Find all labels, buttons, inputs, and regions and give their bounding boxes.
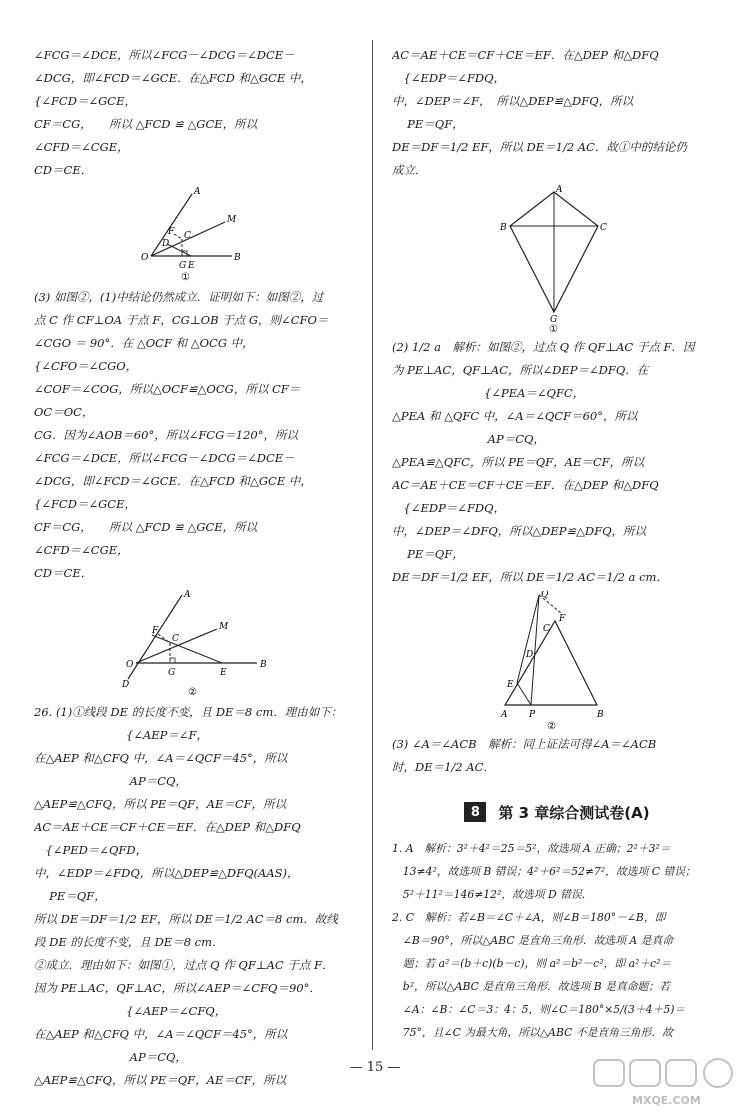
text-line: AP＝CQ，	[34, 1050, 187, 1064]
svg-text:P: P	[529, 710, 536, 720]
svg-text:F: F	[168, 227, 175, 237]
text-line: 5²＋11²＝146≠12²，故选项 D 错误．	[392, 888, 593, 901]
text-line: AP＝CQ，	[392, 432, 545, 446]
text-line: (3) 如图②，(1)中结论仍然成立．证明如下：如图②，过	[34, 290, 324, 304]
text-line: ∠CFD＝∠CGE，	[34, 543, 129, 557]
svg-text:D: D	[526, 650, 534, 660]
text-line: 题；若 a²＝(b＋c)(b－c)，则 a²＝b²－c²，即 a²＋c²＝	[392, 957, 672, 970]
text-line: PE＝QF，	[34, 889, 106, 903]
figure-1-label: ①	[181, 272, 190, 283]
text-line: 2. C 解析：若∠B＝∠C＋∠A，则∠B＝180°－∠B，即	[392, 911, 666, 924]
text-line: OC＝OC，	[34, 405, 94, 419]
text-line: {∠PED＝∠QFD，	[34, 843, 148, 857]
figure-2-label: ②	[188, 687, 197, 698]
svg-text:F: F	[152, 626, 159, 636]
left-lines-c	[34, 701, 360, 1092]
text-line: 时，DE＝1/2 AC．	[392, 760, 495, 774]
text-line: ∠B＝90°，所以△ABC 是直角三角形．故选项 A 是真命	[392, 934, 674, 947]
text-line: △AEP≌△CFQ，所以 PE＝QF，AE＝CF，所以	[34, 797, 287, 811]
text-line: 段 DE 的长度不变，且 DE＝8 cm．	[34, 935, 224, 949]
watermark-logo	[592, 1054, 742, 1110]
svg-text:A: A	[501, 710, 508, 720]
text-line: ②成立．理由如下：如图①，过点 Q 作 QF⊥AC 于点 F．	[34, 958, 334, 972]
text-line: {∠FCD＝∠GCE，	[34, 94, 136, 108]
text-line: 在△AEP 和△CFQ 中，∠A＝∠QCF＝45°，所以	[34, 751, 288, 765]
right-lines-d	[392, 837, 722, 1044]
svg-text:C: C	[600, 223, 607, 233]
text-line: 中，∠EDP＝∠FDQ，所以△DEP≌△DFQ(AAS)，	[34, 866, 299, 880]
svg-text:G: G	[168, 668, 176, 678]
svg-text:O: O	[141, 253, 149, 263]
text-line: 点 C 作 CF⊥OA 于点 F，CG⊥OB 于点 G，则∠CFO＝	[34, 313, 329, 327]
svg-text:E: E	[188, 261, 195, 271]
text-line: 为 PE⊥AC，QF⊥AC，所以∠DEP＝∠DFQ．在	[392, 363, 649, 377]
text-line: AP＝CQ，	[34, 774, 187, 788]
text-line: CG．因为∠AOB＝60°，所以∠FCG＝120°，所以	[34, 428, 298, 442]
text-line: ∠COF＝∠COG，所以△OCF≌△OCG，所以 CF＝	[34, 382, 301, 396]
section-header	[392, 799, 722, 825]
text-line: ∠A：∠B：∠C＝3：4：5，则∠C＝180°×5/(3＋4＋5)＝	[392, 1003, 686, 1016]
text-line: DE＝DF＝1/2 EF，所以 DE＝1/2 AC＝1/2 a cm．	[392, 570, 668, 584]
svg-text:B: B	[500, 223, 507, 233]
text-line: 成立．	[392, 163, 427, 177]
svg-text:E: E	[220, 668, 227, 678]
svg-text:M: M	[227, 215, 237, 225]
text-line: {∠AEP＝∠F，	[34, 728, 209, 742]
svg-text:Q: Q	[541, 591, 549, 600]
svg-text:A: A	[194, 187, 201, 197]
svg-text:F: F	[559, 614, 566, 624]
watermark-text: MXQE.COM	[632, 1094, 701, 1107]
figure-1-label: ①	[549, 324, 558, 334]
svg-text:C: C	[172, 634, 179, 644]
text-line: {∠AEP＝∠CFQ，	[34, 1004, 227, 1018]
svg-text:G: G	[179, 261, 187, 271]
svg-text:G: G	[550, 315, 558, 325]
text-line: ∠CFD＝∠CGE，	[34, 140, 129, 154]
text-line: {∠CFO＝∠CGO，	[34, 359, 138, 373]
text-line: △PEA≌△QFC，所以 PE＝QF，AE＝CF，所以	[392, 455, 645, 469]
column-divider	[372, 40, 373, 1050]
text-line: △PEA 和 △QFC 中，∠A＝∠QCF＝60°，所以	[392, 409, 638, 423]
text-line: AC＝AE＋CE＝CF＋CE＝EF．在△DEP 和△DFQ	[392, 478, 659, 492]
text-line: 所以 DE＝DF＝1/2 EF，所以 DE＝1/2 AC＝8 cm．故线	[34, 912, 338, 926]
text-line: CF＝CG， 所以 △FCD ≌ △GCE，所以	[34, 117, 258, 131]
text-line: 在△AEP 和△CFQ 中，∠A＝∠QCF＝45°，所以	[34, 1027, 288, 1041]
right-column	[392, 44, 722, 1044]
text-line: PE＝QF，	[392, 117, 464, 131]
svg-text:C: C	[184, 231, 191, 241]
geometry-figure-2	[122, 587, 272, 699]
section-title: 第 3 章综合测试卷(A)	[498, 803, 650, 822]
text-line: ∠FCG＝∠DCE，所以∠FCG－∠DCG＝∠DCE－	[34, 451, 295, 465]
left-lines-a	[34, 44, 360, 182]
text-line: (2) 1/2 a 解析：如图②，过点 Q 作 QF⊥AC 于点 F．因	[392, 340, 695, 354]
svg-text:M: M	[219, 622, 229, 632]
kite-figure-1	[492, 184, 622, 334]
text-line: ∠FCG＝∠DCE，所以∠FCG－∠DCG＝∠DCE－	[34, 48, 295, 62]
figure-2-label: ②	[547, 721, 556, 731]
text-line: (3) ∠A＝∠ACB 解析：同上证法可得∠A＝∠ACB	[392, 737, 657, 751]
text-line: {∠EDP＝∠FDQ，	[392, 71, 506, 85]
svg-text:A: A	[184, 590, 191, 600]
text-line: {∠EDP＝∠FDQ，	[392, 501, 506, 515]
text-line: ∠DCG，即∠FCD＝∠GCE．在△FCD 和△GCE 中，	[34, 474, 312, 488]
right-lines-c	[392, 733, 722, 779]
svg-text:O: O	[126, 660, 134, 670]
left-lines-b	[34, 286, 360, 585]
text-line: 因为 PE⊥AC，QF⊥AC，所以∠AEP＝∠CFQ＝90°．	[34, 981, 321, 995]
svg-text:D: D	[162, 239, 170, 249]
text-line: CD＝CE．	[34, 163, 93, 177]
text-line: ∠DCG，即∠FCD＝∠GCE．在△FCD 和△GCE 中，	[34, 71, 312, 85]
text-line: {∠FCD＝∠GCE，	[34, 497, 136, 511]
svg-text:B: B	[260, 660, 267, 670]
text-line: 26. (1)①线段 DE 的长度不变，且 DE＝8 cm．理由如下：	[34, 705, 343, 719]
svg-text:A: A	[556, 185, 563, 195]
svg-text:B: B	[234, 253, 241, 263]
svg-text:D: D	[122, 680, 130, 690]
text-line: b²，所以△ABC 是直角三角形．故选项 B 是真命题；若	[392, 980, 670, 993]
svg-text:E: E	[507, 680, 514, 690]
svg-text:C: C	[543, 624, 550, 634]
section-badge: 8	[464, 802, 486, 822]
triangle-figure-2	[497, 591, 617, 731]
text-line: 中，∠DEP＝∠F， 所以△DEP≌△DFQ，所以	[392, 94, 634, 108]
text-line: PE＝QF，	[392, 547, 464, 561]
right-lines-a	[392, 44, 722, 182]
text-line: DE＝DF＝1/2 EF，所以 DE＝1/2 AC．故①中的结论仍	[392, 140, 687, 154]
left-column	[34, 44, 360, 1092]
page-number: — 15 —	[349, 1060, 401, 1075]
text-line: AC＝AE＋CE＝CF＋CE＝EF．在△DEP 和△DFQ	[34, 820, 301, 834]
text-line: 13≠4²，故选项 B 错误；4²＋6²＝52≠7²，故选项 C 错误；	[392, 865, 696, 878]
text-line: △AEP≌△CFQ，所以 PE＝QF，AE＝CF，所以	[34, 1073, 287, 1087]
text-line: CF＝CG， 所以 △FCD ≌ △GCE，所以	[34, 520, 258, 534]
right-lines-b	[392, 336, 722, 589]
text-line: 1. A 解析：3²＋4²＝25＝5²，故选项 A 正确；2²＋3²＝	[392, 842, 671, 855]
text-line: {∠PEA＝∠QFC，	[392, 386, 585, 400]
svg-text:B: B	[597, 710, 604, 720]
text-line: CD＝CE．	[34, 566, 93, 580]
text-line: AC＝AE＋CE＝CF＋CE＝EF．在△DEP 和△DFQ	[392, 48, 659, 62]
geometry-figure-1	[137, 184, 257, 284]
text-line: 75°，且∠C 为最大角，所以△ABC 不是直角三角形．故	[392, 1026, 673, 1039]
text-line: ∠CGO ＝ 90°．在 △OCF 和 △OCG 中，	[34, 336, 254, 350]
text-line: 中，∠DEP＝∠DFQ，所以△DEP≌△DFQ，所以	[392, 524, 647, 538]
